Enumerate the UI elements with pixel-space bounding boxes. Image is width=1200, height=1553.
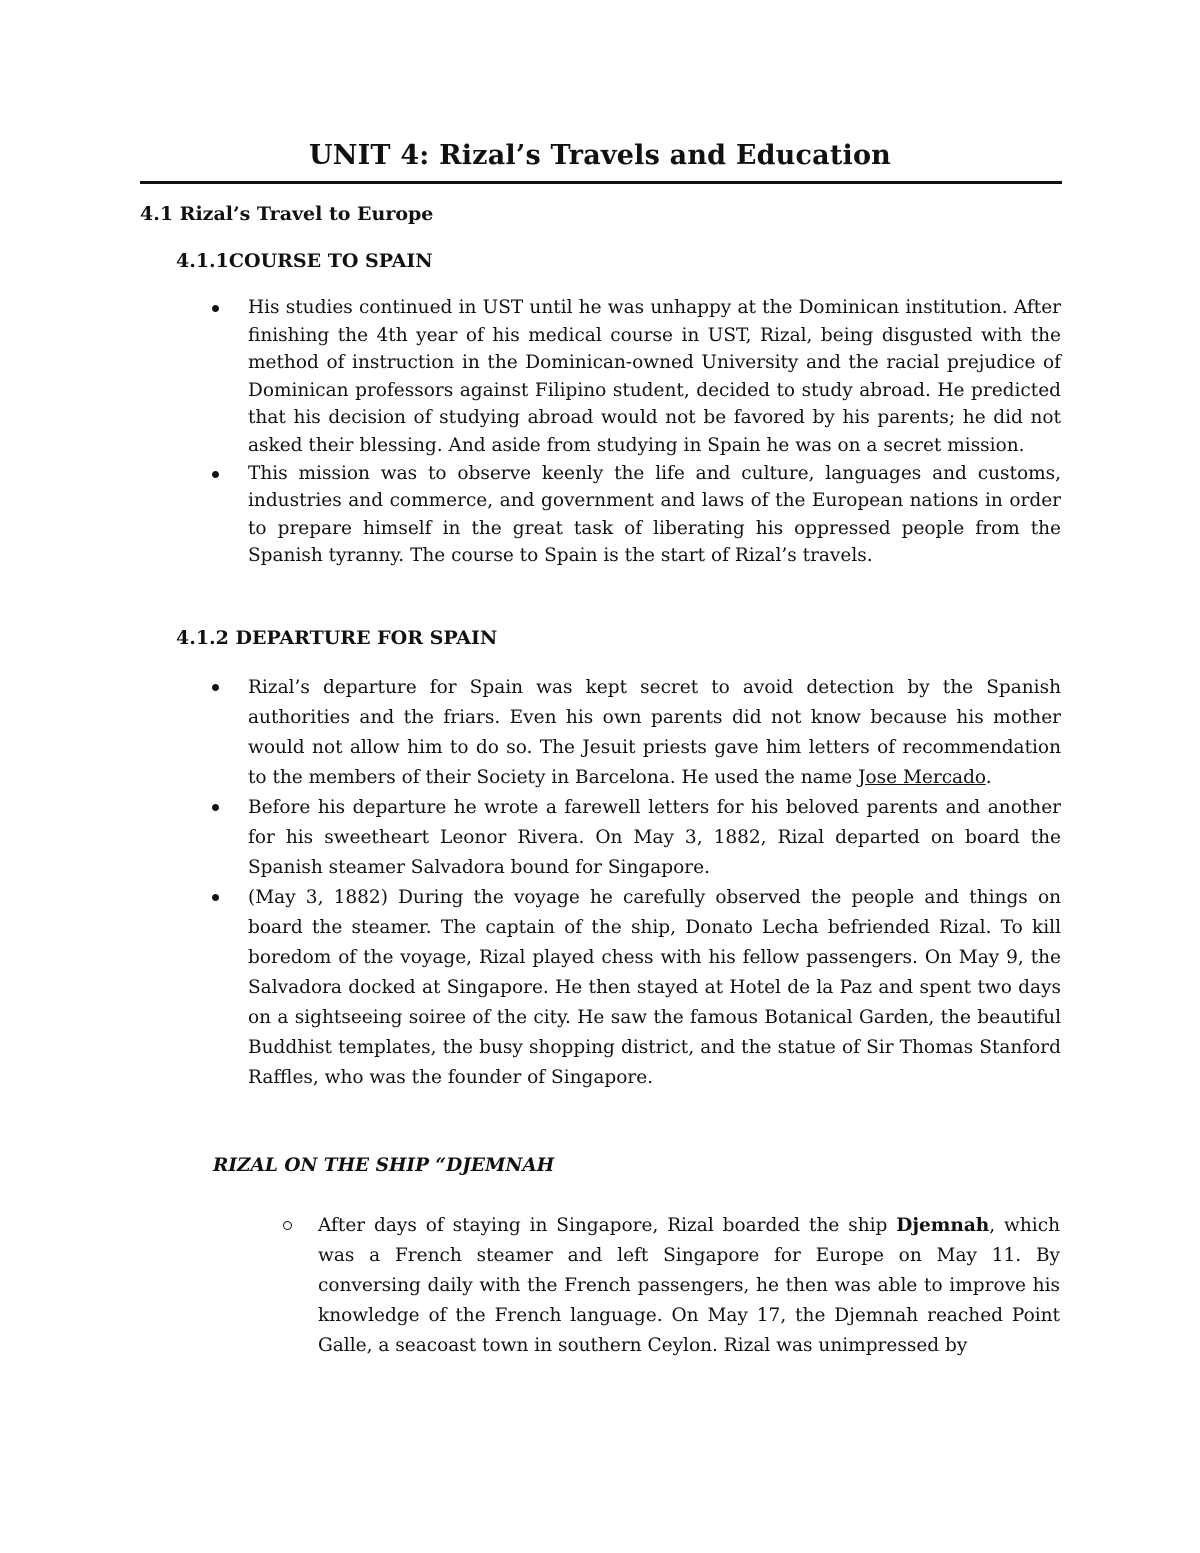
- bullet-icon: [212, 804, 219, 811]
- list-item: [0, 1211, 1060, 1361]
- ship-section-heading: RIZAL ON THE SHIP “DJEMNAH: [213, 1155, 555, 1176]
- unit-title: UNIT 4: Rizal’s Travels and Education: [308, 140, 892, 171]
- list-item-text: (May 3, 1882) During the voyage he carefully observed the people and things on board the steamer. The captain of the ship, Donato Lecha befriended Rizal. To kill boredom of the voyage, Rizal played chess with his fellow passengers. On May 9, the Salvadora docked at Singapore. He then stayed at Hotel de la Paz and spent two days on a sightseeing soiree of the city. He saw the famous Botanical Garden, the beautiful Buddhist templates, the busy shopping district, and the statue of Sir Thomas Stanford Raffles, who was the founder of Singapore.: [248, 887, 1061, 1088]
- bullet-icon: [212, 471, 219, 478]
- subsection-heading-departure: 4.1.2 DEPARTURE FOR SPAIN: [176, 627, 498, 649]
- list-item-text: His studies continued in UST until he was unhappy at the Dominican institution. After finishing the 4th year of his medical course in UST, Rizal, being disgusted with the method of instruction in the Dominican-owned University and the racial prejudice of Dominican professors against Filipino student, decided to study abroad. He predicted that his decision of studying abroad would not be favored by his parents; he did not asked their blessing. And aside from studying in Spain he was on a secret mission.: [248, 297, 1061, 456]
- bullet-icon: [212, 684, 219, 691]
- list-item-text: This mission was to observe keenly the life and culture, languages and customs, industries and commerce, and government and laws of the European nations in order to prepare himself in the great task of liberating his oppressed people from the Spanish tyranny. The course to Spain is the start of Rizal’s travels.: [248, 462, 1061, 567]
- list-item: [0, 883, 1061, 1093]
- list-item-text: Rizal’s departure for Spain was kept secret to avoid detection by the Spanish authorities and the friars. Even his own parents did not know because his mother would not allow him to do so. The Jesuit priests gave him letters of recommendation to the members of their Society in Barcelona. He used the name Jose Mercado.: [248, 677, 1061, 788]
- bullet-icon: [212, 305, 219, 312]
- list-item-text: After days of staying in Singapore, Rizal boarded the ship Djemnah, which was a French steamer and left Singapore for Europe on May 11. By conversing daily with the French passengers, he then was able to improve his knowledge of the French language. On May 17, the Djemnah reached Point Galle, a seacoast town in southern Ceylon. Rizal was unimpressed by: [318, 1215, 1060, 1356]
- departure-bullet-list: [0, 673, 1061, 1093]
- course-bullet-list: [0, 294, 1061, 570]
- subsection-heading-course: 4.1.1COURSE TO SPAIN: [176, 250, 433, 272]
- title-underline-rule: [140, 181, 1062, 184]
- list-item: [0, 460, 1061, 570]
- list-item: [0, 294, 1061, 460]
- bullet-icon: [212, 894, 219, 901]
- ship-list: [0, 1211, 1060, 1361]
- list-item-text: Before his departure he wrote a farewell letters for his beloved parents and another for his sweetheart Leonor Rivera. On May 3, 1882, Rizal departed on board the Spanish steamer Salvadora bound for Singapore.: [248, 797, 1061, 878]
- alias-name: Jose Mercado: [858, 767, 986, 788]
- list-item: [0, 673, 1061, 793]
- section-heading: 4.1 Rizal’s Travel to Europe: [140, 203, 434, 225]
- list-item: [0, 793, 1061, 883]
- hollow-bullet-icon: [283, 1221, 292, 1230]
- ship-name: Djemnah: [896, 1215, 990, 1236]
